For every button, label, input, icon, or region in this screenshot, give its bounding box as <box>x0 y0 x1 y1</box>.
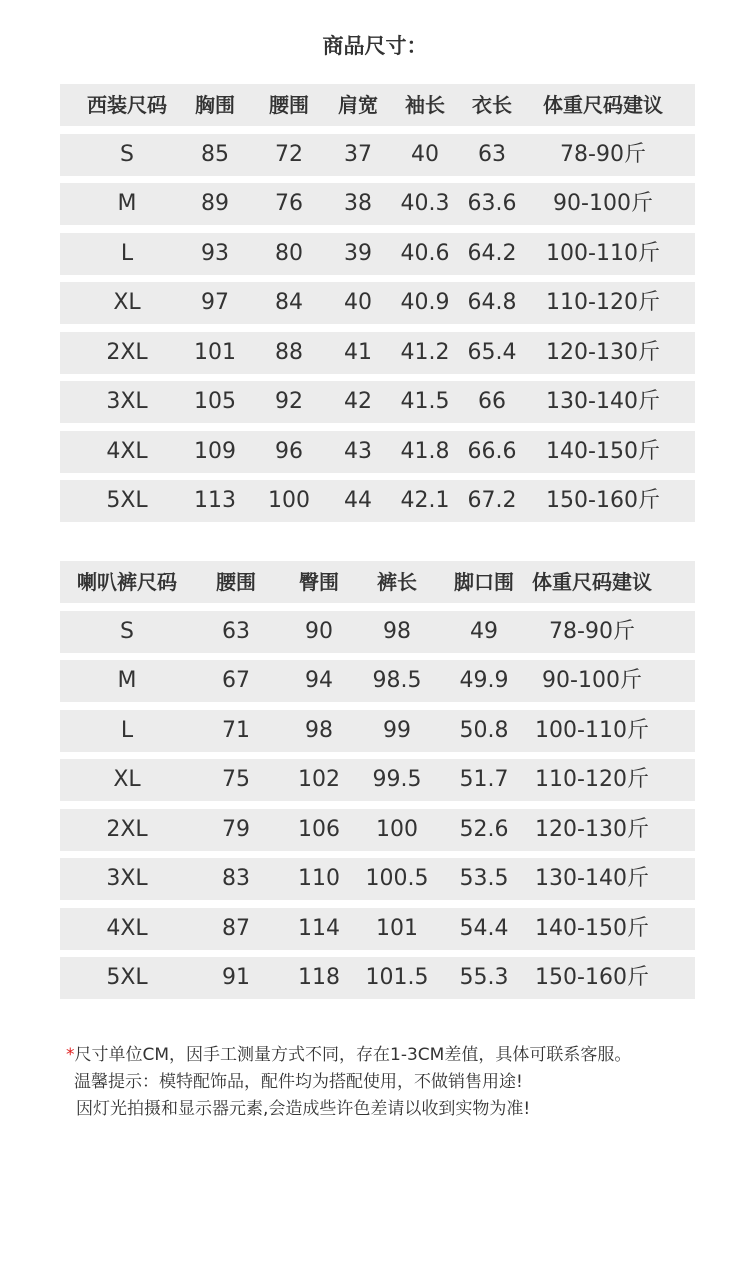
value-cell: 100.5 <box>365 866 429 891</box>
header-cell: 臀围 <box>299 570 339 594</box>
value-cell: 54.4 <box>459 915 509 941</box>
value-cell: 78-90斤 <box>549 618 635 644</box>
value-cell: 40.9 <box>400 290 450 315</box>
table-row <box>60 233 695 275</box>
value-cell: 44 <box>344 488 372 513</box>
value-cell: 90-100斤 <box>553 191 653 216</box>
value-cell: 40.3 <box>400 191 450 216</box>
header-cell: 肩宽 <box>338 93 378 117</box>
asterisk-mark: * <box>66 1045 75 1065</box>
value-cell: 87 <box>222 915 250 941</box>
size-cell: L <box>120 240 134 266</box>
table-row <box>60 480 695 522</box>
value-cell: 52.6 <box>459 816 509 842</box>
table-row <box>60 809 695 851</box>
value-cell: 67 <box>222 668 250 693</box>
value-cell: 97 <box>201 290 229 315</box>
value-cell: 89 <box>201 191 229 216</box>
value-cell: 94 <box>305 668 333 693</box>
size-cell: 2XL <box>106 816 148 842</box>
value-cell: 140-150斤 <box>546 438 660 464</box>
header-cell: 腰围 <box>216 570 256 594</box>
value-cell: 64.2 <box>467 240 517 266</box>
value-cell: 41 <box>344 339 372 365</box>
table-row <box>60 957 695 999</box>
value-cell: 101 <box>376 915 418 941</box>
size-cell: 2XL <box>106 339 148 365</box>
value-cell: 130-140斤 <box>535 866 649 891</box>
value-cell: 98.5 <box>372 668 422 693</box>
value-cell: 91 <box>222 965 250 990</box>
header-cell: 袖长 <box>405 93 445 117</box>
value-cell: 110-120斤 <box>535 767 649 792</box>
header-cell: 体重尺码建议 <box>532 570 652 594</box>
table-row <box>60 381 695 423</box>
size-cell: M <box>117 668 137 693</box>
value-cell: 53.5 <box>459 866 509 891</box>
size-cell: 3XL <box>106 866 148 891</box>
value-cell: 101.5 <box>365 965 429 990</box>
value-cell: 71 <box>222 717 250 743</box>
table-row <box>60 332 695 374</box>
value-cell: 110-120斤 <box>546 290 660 315</box>
value-cell: 50.8 <box>459 717 509 743</box>
value-cell: 109 <box>194 438 236 464</box>
value-cell: 78-90斤 <box>560 141 646 167</box>
size-cell: 5XL <box>106 965 148 990</box>
table-row <box>60 134 695 176</box>
header-cell: 胸围 <box>195 93 235 117</box>
value-cell: 42.1 <box>400 488 450 513</box>
value-cell: 43 <box>344 438 372 464</box>
header-cell: 衣长 <box>472 93 512 117</box>
table-row <box>60 282 695 324</box>
table-row <box>60 858 695 900</box>
value-cell: 98 <box>305 717 333 743</box>
value-cell: 41.8 <box>400 438 450 464</box>
note-line-3: 因灯光拍摄和显示器元素,会造成些许色差请以收到实物为准! <box>76 1099 531 1119</box>
value-cell: 98 <box>383 618 411 644</box>
value-cell: 40 <box>411 141 439 167</box>
value-cell: 90 <box>305 618 333 644</box>
table-header-row <box>60 561 695 603</box>
value-cell: 120-130斤 <box>535 816 649 842</box>
size-cell: S <box>120 618 134 644</box>
table-row <box>60 431 695 473</box>
value-cell: 39 <box>344 240 372 266</box>
value-cell: 130-140斤 <box>546 389 660 414</box>
table-row <box>60 908 695 950</box>
value-cell: 76 <box>275 191 303 216</box>
value-cell: 100 <box>268 488 310 513</box>
value-cell: 85 <box>201 141 229 167</box>
size-cell: 4XL <box>106 915 148 941</box>
value-cell: 90-100斤 <box>542 668 642 693</box>
value-cell: 84 <box>275 290 303 315</box>
size-cell: S <box>120 141 134 167</box>
value-cell: 75 <box>222 767 250 792</box>
notes-section <box>66 1042 746 1123</box>
value-cell: 105 <box>194 389 236 414</box>
value-cell: 51.7 <box>459 767 509 792</box>
value-cell: 113 <box>194 488 236 513</box>
value-cell: 41.2 <box>400 339 450 365</box>
value-cell: 110 <box>298 866 340 891</box>
table-row <box>60 611 695 653</box>
value-cell: 79 <box>222 816 250 842</box>
table-header-row <box>60 84 695 126</box>
value-cell: 99.5 <box>372 767 422 792</box>
header-cell: 腰围 <box>269 93 309 117</box>
value-cell: 40 <box>344 290 372 315</box>
size-cell: L <box>120 717 134 743</box>
value-cell: 114 <box>298 915 340 941</box>
value-cell: 118 <box>298 965 340 990</box>
value-cell: 80 <box>275 240 303 266</box>
value-cell: 150-160斤 <box>535 965 649 990</box>
table-row <box>60 660 695 702</box>
value-cell: 64.8 <box>467 290 517 315</box>
note-line-2: 温馨提示：模特配饰品，配件均为搭配使用，不做销售用途! <box>74 1072 523 1092</box>
value-cell: 49.9 <box>459 668 509 693</box>
value-cell: 40.6 <box>400 240 450 266</box>
size-cell: 5XL <box>106 488 148 513</box>
header-cell: 体重尺码建议 <box>543 93 663 117</box>
size-cell: XL <box>113 290 141 315</box>
note-text: 尺寸单位CM，因手工测量方式不同，存在1-3CM差值，具体可联系客服。 <box>74 1045 632 1065</box>
value-cell: 150-160斤 <box>546 488 660 513</box>
value-cell: 100-110斤 <box>535 717 649 743</box>
value-cell: 140-150斤 <box>535 915 649 941</box>
header-cell: 西装尺码 <box>87 93 167 117</box>
value-cell: 38 <box>344 191 372 216</box>
header-cell: 喇叭裤尺码 <box>77 570 177 594</box>
table-row <box>60 710 695 752</box>
value-cell: 88 <box>275 339 303 365</box>
value-cell: 99 <box>383 717 411 743</box>
header-cell: 裤长 <box>377 570 417 594</box>
value-cell: 66.6 <box>467 438 517 464</box>
value-cell: 102 <box>298 767 340 792</box>
value-cell: 65.4 <box>467 339 517 365</box>
size-cell: 4XL <box>106 438 148 464</box>
value-cell: 37 <box>344 141 372 167</box>
value-cell: 106 <box>298 816 340 842</box>
suit-size-table <box>60 84 695 530</box>
value-cell: 41.5 <box>400 389 450 414</box>
value-cell: 66 <box>478 389 506 414</box>
value-cell: 63 <box>222 618 250 644</box>
size-cell: 3XL <box>106 389 148 414</box>
header-cell: 脚口围 <box>454 570 514 594</box>
value-cell: 100-110斤 <box>546 240 660 266</box>
value-cell: 72 <box>275 141 303 167</box>
value-cell: 55.3 <box>459 965 509 990</box>
value-cell: 83 <box>222 866 250 891</box>
value-cell: 63 <box>478 141 506 167</box>
value-cell: 93 <box>201 240 229 266</box>
value-cell: 49 <box>470 618 498 644</box>
value-cell: 63.6 <box>467 191 517 216</box>
value-cell: 100 <box>376 816 418 842</box>
value-cell: 96 <box>275 438 303 464</box>
table-row <box>60 759 695 801</box>
size-cell: M <box>117 191 137 216</box>
pants-size-table <box>60 561 695 1007</box>
value-cell: 42 <box>344 389 372 414</box>
table-row <box>60 183 695 225</box>
value-cell: 101 <box>194 339 236 365</box>
value-cell: 92 <box>275 389 303 414</box>
value-cell: 120-130斤 <box>546 339 660 365</box>
value-cell: 67.2 <box>467 488 517 513</box>
size-cell: XL <box>113 767 141 792</box>
note-line-1 <box>66 1042 746 1069</box>
page-title: 商品尺寸： <box>322 34 428 58</box>
